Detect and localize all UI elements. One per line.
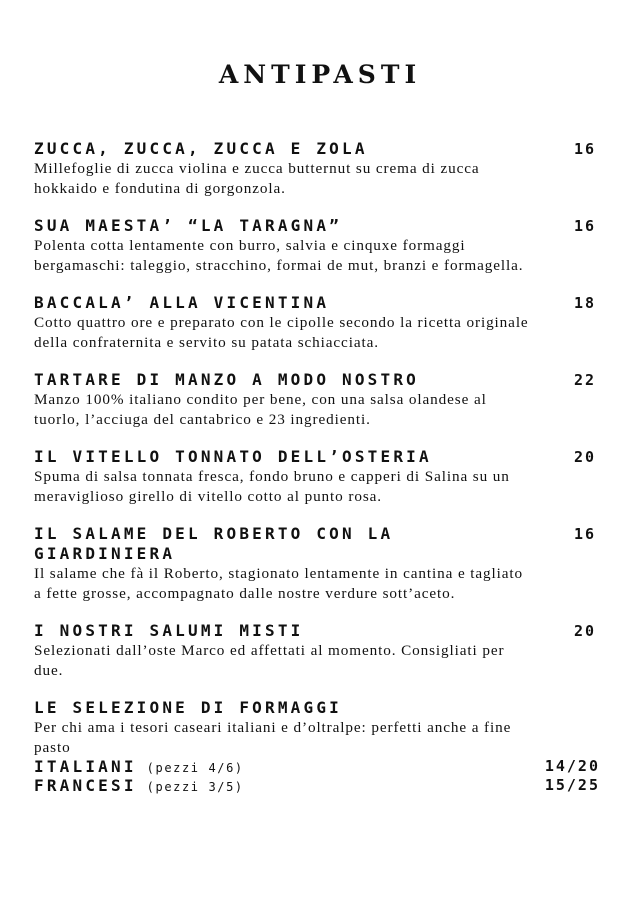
cheese-selection-description: Per chi ama i tesori caseari italiani e d’oltralpe: perfetti anche a fine pasto (34, 719, 512, 756)
menu-item-name: TARTARE DI MANZO A MODO NOSTRO (34, 370, 419, 389)
menu-item-price: 20 (573, 622, 596, 640)
menu-item-price: 16 (573, 525, 596, 543)
menu-item-price: 20 (573, 448, 596, 466)
cheese-option-name: FRANCESI (34, 776, 137, 795)
cheese-option-price: 15/25 (544, 776, 600, 794)
menu-item (34, 524, 600, 603)
cheese-option (34, 776, 600, 795)
menu-item-name: IL VITELLO TONNATO DELL’OSTERIA (34, 447, 432, 466)
menu-item (34, 370, 600, 429)
menu-item-name: SUA MAESTA’ “LA TARAGNA” (34, 216, 342, 235)
page-title: ANTIPASTI (218, 60, 422, 89)
cheese-option-pieces: (pezzi 4/6) (146, 761, 244, 775)
menu-item (34, 447, 600, 506)
cheese-option-pieces: (pezzi 3/5) (146, 780, 244, 794)
menu-item-price: 22 (573, 371, 596, 389)
menu-item-description: Il salame che fà il Roberto, stagionato lentamente in cantina e tagliato a fette grosse, accompagnato dalle nostre verdure sott’aceto. (34, 565, 524, 602)
cheese-selection (34, 698, 600, 795)
menu-item-price: 16 (573, 140, 596, 158)
cheese-option-name: ITALIANI (34, 757, 137, 776)
menu-item-description: Millefoglie di zucca violina e zucca butternut su crema di zucca hokkaido e fondutina di gorgonzola. (34, 160, 480, 197)
cheese-option-price: 14/20 (544, 757, 600, 775)
menu-item (34, 621, 600, 680)
menu-item-name: ZUCCA, ZUCCA, ZUCCA E ZOLA (34, 139, 368, 158)
menu-list (34, 139, 600, 813)
menu-item (34, 293, 600, 352)
menu-item (34, 216, 600, 275)
menu-item-description: Cotto quattro ore e preparato con le cipolle secondo la ricetta originale della confraternita e servito su patata schiacciata. (34, 314, 529, 351)
menu-item-price: 18 (573, 294, 596, 312)
cheese-option (34, 757, 600, 776)
menu-item-name: IL SALAME DEL ROBERTO CON LA GIARDINIERA (34, 524, 394, 563)
cheese-selection-name: LE SELEZIONE DI FORMAGGI (34, 698, 342, 717)
menu-item-description: Selezionati dall’oste Marco ed affettati al momento. Consigliati per due. (34, 642, 505, 679)
menu-item-name: BACCALA’ ALLA VICENTINA (34, 293, 330, 312)
menu-item-price: 16 (573, 217, 596, 235)
menu-item-description: Spuma di salsa tonnata fresca, fondo bruno e capperi di Salina su un meraviglioso girello di vitello cotto al punto rosa. (34, 468, 510, 505)
menu-item-name: I NOSTRI SALUMI MISTI (34, 621, 304, 640)
menu-item-description: Polenta cotta lentamente con burro, salvia e cinquxe formaggi bergamaschi: taleggio, stracchino, formai de mut, branzi e formagella. (34, 237, 524, 274)
menu-item (34, 139, 600, 198)
menu-item-description: Manzo 100% italiano condito per bene, con una salsa olandese al tuorlo, l’acciuga del cantabrico e 23 ingredienti. (34, 391, 487, 428)
